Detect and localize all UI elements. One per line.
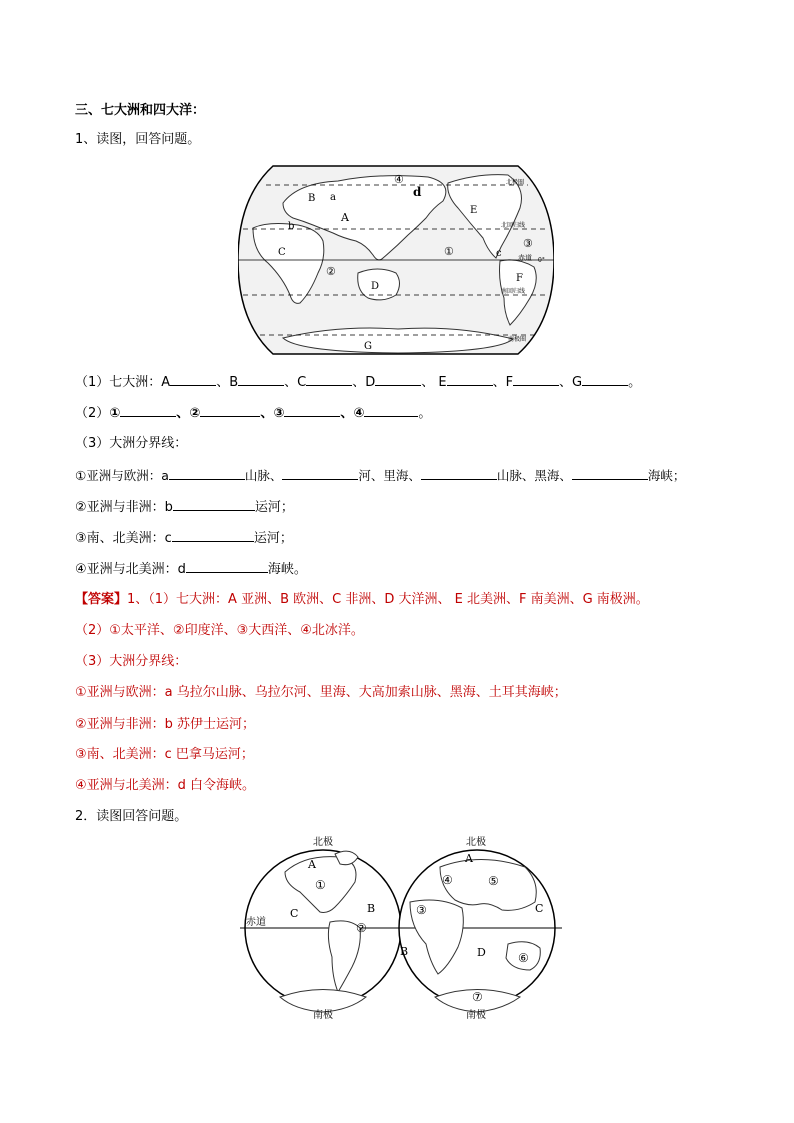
- sub1-end: 。: [628, 375, 642, 390]
- sub1-prefix: （1）七大洲：: [75, 375, 162, 390]
- map-label-ocean1: ①: [444, 245, 454, 258]
- map-label-G: G: [364, 341, 372, 352]
- answer-line-4: ①亚洲与欧洲：a 乌拉尔山脉、乌拉尔河、里海、大高加索山脉、黑海、土耳其海峡；: [75, 685, 567, 700]
- answer-line-2: （2）①太平洋、②印度洋、③大西洋、④北冰洋。: [75, 623, 364, 638]
- boundary1-p4: 海峡；: [647, 468, 686, 483]
- answer-line-1: [75, 591, 649, 609]
- blank-boundary1-mountain2[interactable]: [421, 466, 497, 480]
- blank-ocean-4[interactable]: [364, 403, 418, 417]
- boundary1-lead: ①亚洲与欧洲：a: [75, 468, 169, 483]
- blank-continent-b[interactable]: [238, 372, 284, 386]
- boundary1-p3: 山脉、黑海、: [496, 468, 572, 483]
- map2-label-C-left: C: [290, 907, 299, 920]
- blank-boundary3-canal[interactable]: [172, 528, 254, 542]
- sub1-label-d: 、D: [352, 375, 376, 390]
- map-label-B: B: [308, 193, 316, 204]
- blank-ocean-1[interactable]: [120, 403, 176, 417]
- sub2-prefix: （2）: [75, 406, 110, 421]
- boundary3-lead: ③南、北美洲：c: [75, 531, 172, 546]
- map-label-ocean2: ②: [326, 265, 336, 278]
- blank-ocean-3[interactable]: [284, 403, 340, 417]
- sub1-label-c: 、C: [284, 375, 307, 390]
- map-label-d: d: [413, 185, 422, 199]
- boundary2-p1: 运河；: [254, 500, 294, 515]
- sub1-label-g: 、G: [559, 375, 583, 390]
- sub1-label-e: 、 E: [421, 375, 447, 390]
- boundary1-p2: 河、里海、: [358, 468, 421, 483]
- boundary3-p1: 运河；: [253, 531, 293, 546]
- blank-boundary2-canal[interactable]: [173, 497, 255, 511]
- map2-label-B-left: B: [367, 902, 376, 915]
- sub1-label-a: A: [161, 375, 171, 390]
- sub2-label-4: 、④: [340, 406, 365, 421]
- map2-ocean-5: ⑤: [488, 874, 499, 888]
- q1-boundary-1: [75, 466, 685, 485]
- map2-label-B-right: B: [400, 945, 409, 958]
- answer-line-3: （3）大洲分界线：: [75, 654, 188, 669]
- map-label-C: C: [278, 247, 286, 258]
- map-label-F: F: [516, 273, 523, 284]
- map2-ocean-4: ④: [442, 873, 453, 887]
- q1-sub1: [75, 372, 641, 392]
- map-label-equator-deg: 0°: [538, 257, 545, 264]
- map-label-A: A: [341, 211, 349, 224]
- boundary1-p1: 山脉、: [244, 468, 283, 483]
- q1-boundary-3: [75, 528, 293, 548]
- q1-sub3-title: （3）大洲分界线：: [75, 436, 188, 451]
- boundary4-p1: 海峡。: [267, 562, 307, 577]
- map2-south-pole-right: 南极: [466, 1010, 486, 1020]
- answer-line-5: ②亚洲与非洲：b 苏伊士运河；: [75, 717, 256, 732]
- sub2-label-3: 、③: [260, 406, 285, 421]
- map-label-equator: 赤道: [518, 254, 532, 262]
- map-label-ocean4: ④: [394, 173, 404, 186]
- blank-continent-c[interactable]: [306, 372, 352, 386]
- map-label-ocean3: ③: [523, 237, 533, 250]
- map2-ocean-3: ③: [416, 903, 427, 917]
- map-label-E: E: [470, 205, 478, 216]
- blank-continent-g[interactable]: [582, 372, 628, 386]
- blank-ocean-2[interactable]: [200, 403, 260, 417]
- map-label-antarctic: 南极圈: [508, 336, 527, 343]
- q1-boundary-2: [75, 497, 294, 517]
- blank-boundary1-mountain[interactable]: [169, 466, 245, 480]
- blank-continent-e[interactable]: [447, 372, 493, 386]
- map-label-c: c: [496, 248, 502, 259]
- blank-continent-a[interactable]: [170, 372, 216, 386]
- q1-sub2: [75, 403, 431, 423]
- map-label-tropic-n: 北回归线: [501, 222, 526, 229]
- map2-label-A-left: A: [308, 858, 316, 871]
- blank-continent-f[interactable]: [513, 372, 559, 386]
- map-label-a: a: [330, 192, 336, 203]
- map-label-b: b: [288, 221, 295, 232]
- map2-label-C-right: C: [535, 902, 544, 915]
- map2-ocean-2: ②: [356, 921, 367, 935]
- map2-ocean-1: ①: [315, 878, 326, 892]
- map2-north-pole-left: 北极: [313, 837, 333, 848]
- q2-prompt: 2．读图回答问题。: [75, 809, 188, 824]
- sub2-end: 。: [418, 406, 432, 421]
- answer-line-7: ④亚洲与北美洲：d 白令海峡。: [75, 778, 256, 793]
- boundary4-lead: ④亚洲与北美洲：d: [75, 562, 186, 577]
- sub2-label-1: ①: [109, 406, 121, 421]
- blank-boundary1-strait[interactable]: [572, 466, 648, 480]
- blank-boundary1-river[interactable]: [282, 466, 358, 480]
- q1-boundary-4: [75, 559, 307, 579]
- blank-boundary4-strait[interactable]: [186, 559, 268, 573]
- hemisphere-map: [240, 832, 562, 1020]
- answer-text-1: 1、（1）七大洲：A 亚洲、B 欧洲、C 非洲、D 大洋洲、 E 北美洲、F 南美洲、G 南极洲。: [127, 592, 649, 607]
- map2-south-pole-left: 南极: [313, 1010, 333, 1020]
- map2-ocean-6: ⑥: [518, 951, 529, 965]
- map2-label-D: D: [477, 946, 486, 959]
- blank-continent-d[interactable]: [375, 372, 421, 386]
- sub1-label-f: 、F: [492, 375, 514, 390]
- answer-tag: 【答案】: [75, 592, 128, 607]
- map2-ocean-7: ⑦: [472, 990, 483, 1004]
- section-title: 三、七大洲和四大洋：: [75, 103, 206, 118]
- answer-line-6: ③南、北美洲：c 巴拿马运河；: [75, 747, 254, 762]
- map2-equator: 赤道: [246, 917, 266, 928]
- world-map: [238, 163, 554, 357]
- boundary2-lead: ②亚洲与非洲：b: [75, 500, 173, 515]
- sub1-label-b: 、B: [216, 375, 239, 390]
- map2-label-A-right: A: [465, 852, 473, 865]
- map-label-arctic: 北极圈: [506, 179, 525, 186]
- map-label-D: D: [371, 281, 380, 292]
- q1-prompt: 1、读图，回答问题。: [75, 132, 201, 147]
- map-label-tropic-s: 南回归线: [501, 288, 526, 295]
- sub2-label-2: 、②: [176, 406, 201, 421]
- map2-north-pole-right: 北极: [466, 837, 486, 848]
